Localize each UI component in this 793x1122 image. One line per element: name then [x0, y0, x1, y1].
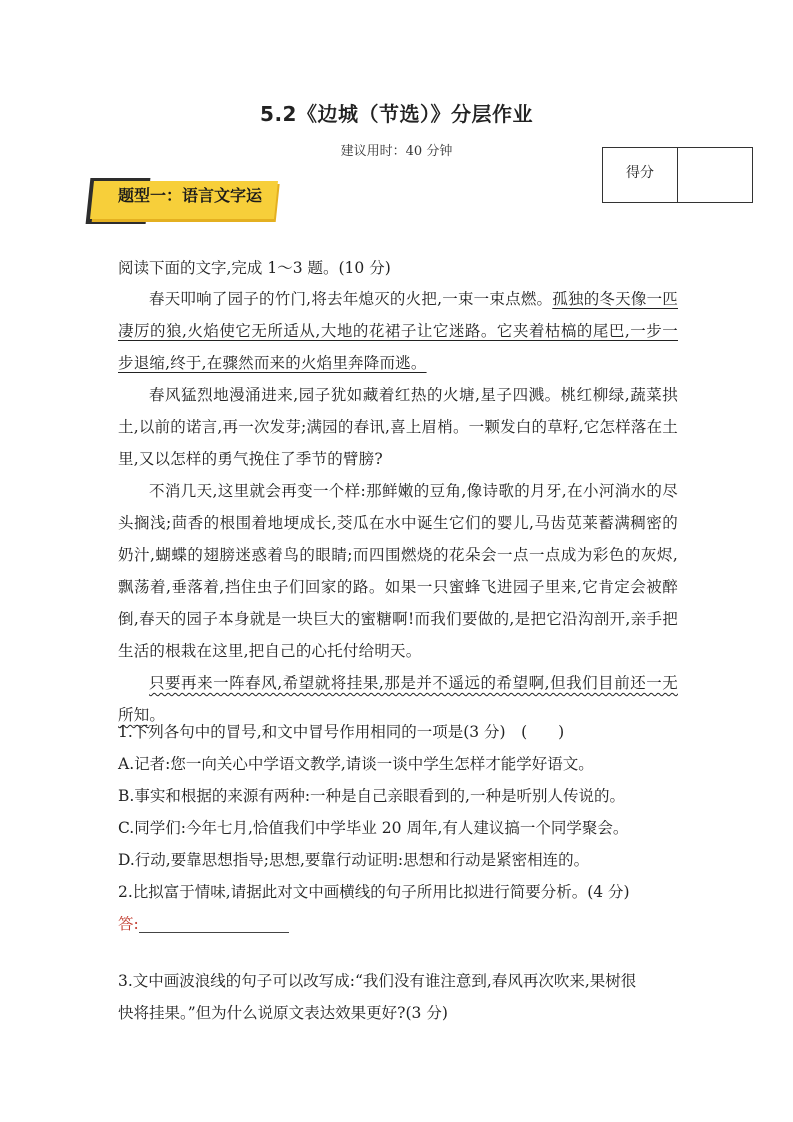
score-box — [602, 147, 753, 203]
p4-end: 。 — [149, 706, 166, 724]
passage — [118, 283, 678, 731]
passage-paragraph-1 — [118, 283, 678, 379]
questions — [118, 716, 678, 940]
suggested-time: 建议用时：40 分钟 — [340, 144, 453, 159]
score-label: 得分 — [603, 148, 678, 202]
answer-row — [118, 908, 678, 940]
answer-blank-line[interactable] — [139, 931, 289, 933]
question-3-line-2: 快将挂果。”但为什么说原文表达效果更好?(3 分) — [118, 1004, 448, 1022]
question-3-line-1: 3.文中画波浪线的句子可以改写成:“我们没有谁注意到,春风再次吹来,果树很 — [118, 972, 637, 990]
p1-plain-text: 春天叩响了园子的竹门,将去年熄灭的火把,一束一束点燃。 — [149, 290, 553, 308]
question-2: 2.比拟富于情味,请据此对文中画横线的句子所用比拟进行简要分析。(4 分) — [118, 883, 630, 901]
intro-line: 阅读下面的文字,完成 1～3 题。(10 分) — [118, 259, 391, 277]
answer-label: 答: — [118, 915, 139, 933]
section-banner-label: 题型一：语言文字运 — [118, 186, 263, 205]
question-intro — [118, 252, 678, 284]
passage-paragraph-3: 不消几天,这里就会再变一个样:那鲜嫩的豆角,像诗歌的月牙,在小河淌水的尽头搁浅;茴香的根围着地埂成长,茭瓜在水中诞生它们的婴儿,马齿苋莱蓄满稠密的奶汁,蝴蝶的翅膀迷惑着鸟的眼睛;而四围燃烧的花朵会一点一点成为彩色的灰烬,飘荡着,垂落着,挡住虫子们回家的路。如果一只蜜蜂飞进园子里来,它肯定会被醉倒,春天的园子本身就是一块巨大的蜜糖啊!而我们要做的,是把它沿沟剖开,亲手把生活的根栽在这里,把自己的心托付给明天。 — [118, 482, 678, 660]
question-1-option-c[interactable]: C.同学们:今年七月,恰值我们中学毕业 20 周年,有人建议搞一个同学聚会。 — [118, 819, 629, 837]
question-1: 1.下列各句中的冒号,和文中冒号作用相同的一项是(3 分) ( ) — [118, 723, 565, 741]
question-3-block — [118, 965, 678, 1029]
page-title: 5.2《边城（节选）》分层作业 — [260, 102, 533, 126]
question-1-option-a[interactable]: A.记者:您一向关心中学语文教学,请谈一谈中学生怎样才能学好语文。 — [118, 755, 594, 773]
p1-underlined-sentence: 孤独的冬天像一匹凄厉的狼,火焰使它无所适从,大地的花裙子让它迷路。它夹着枯槁的尾巴,一步一步退缩,终于,在骤然而来的火焰里奔降而逃。 — [118, 290, 678, 372]
question-1-option-d[interactable]: D.行动,要靠思想指导;思想,要靠行动证明:思想和行动是紧密相连的。 — [118, 851, 590, 869]
section-banner — [82, 178, 276, 224]
p4-wavy-sentence: 只要再来一阵春风,希望就将挂果,那是并不遥远的希望啊,但我们目前还一无所知 — [118, 674, 678, 724]
question-1-option-b[interactable]: B.事实和根据的来源有两种:一种是自己亲眼看到的,一种是听别人传说的。 — [118, 787, 625, 805]
score-value-cell[interactable] — [678, 148, 752, 202]
passage-paragraph-2: 春风猛烈地漫涌进来,园子犹如藏着红热的火塘,星子四溅。桃红柳绿,蔬菜拱土,以前的诺言,再一次发芽;满园的春讯,喜上眉梢。一颗发白的草籽,它怎样落在土里,又以怎样的勇气挽住了季节的臂膀? — [118, 386, 678, 468]
